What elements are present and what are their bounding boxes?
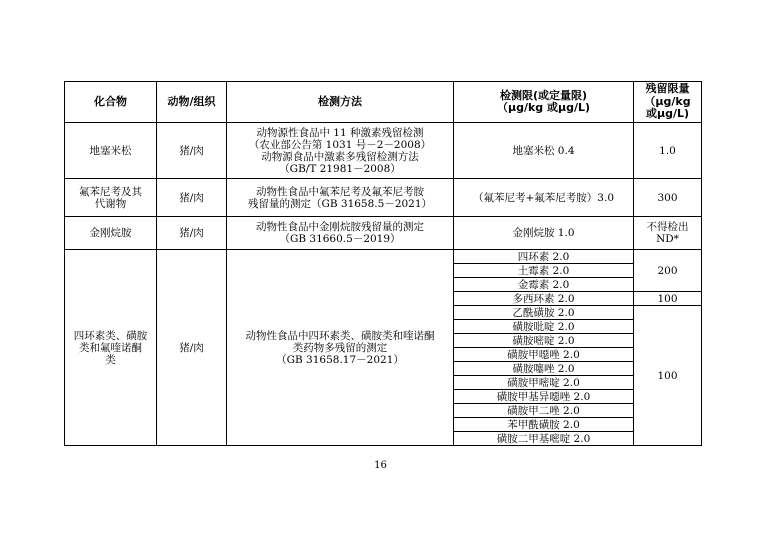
detection-limit-cell: 金刚烷胺 1.0 <box>454 217 634 250</box>
residue-limit-cell: 100 <box>634 306 702 446</box>
method-cell: 动物性食品中四环素类、磺胺类和喹诺酮 类药物多残留的测定 （GB 31658.17－2021） <box>227 250 454 446</box>
animal-cell: 猪/肉 <box>157 123 227 179</box>
residue-limit-cell: 不得检出 ND* <box>634 217 702 250</box>
animal-cell: 猪/肉 <box>157 217 227 250</box>
table-row <box>65 179 702 217</box>
detection-limit-cell: 乙酰磺胺 2.0 <box>454 306 634 320</box>
table-row <box>65 123 702 179</box>
residue-limit-cell: 200 <box>634 250 702 292</box>
detection-limit-cell: 土霉素 2.0 <box>454 264 634 278</box>
header-animal-tissue: 动物/组织 <box>157 82 227 123</box>
detection-limit-cell: 磺胺嘧啶 2.0 <box>454 334 634 348</box>
table-row <box>65 217 702 250</box>
detection-limit-cell: 磺胺噻唑 2.0 <box>454 362 634 376</box>
detection-limit-cell: 磺胺二甲基嘧啶 2.0 <box>454 432 634 446</box>
detection-limit-cell: 磺胺吡啶 2.0 <box>454 320 634 334</box>
table-row <box>65 250 702 264</box>
detection-limit-cell: 地塞米松 0.4 <box>454 123 634 179</box>
detection-limit-cell: 苯甲酰磺胺 2.0 <box>454 418 634 432</box>
residue-limit-cell: 100 <box>634 292 702 306</box>
animal-cell: 猪/肉 <box>157 250 227 446</box>
detection-limit-cell: 磺胺甲嘧啶 2.0 <box>454 376 634 390</box>
residue-limit-table <box>64 81 702 446</box>
compound-cell: 金刚烷胺 <box>65 217 157 250</box>
page-number: 16 <box>374 460 387 471</box>
residue-limit-cell: 1.0 <box>634 123 702 179</box>
compound-cell: 地塞米松 <box>65 123 157 179</box>
compound-cell: 四环素类、磺胺 类和氟喹诺酮 类 <box>65 250 157 446</box>
method-cell: 动物性食品中氟苯尼考及氟苯尼考胺 残留量的测定（GB 31658.5－2021） <box>227 179 454 217</box>
header-detection-limit: 检测限(或定量限) （μg/kg 或μg/L) <box>454 82 634 123</box>
detection-limit-cell: 金霉素 2.0 <box>454 278 634 292</box>
compound-cell: 氟苯尼考及其 代谢物 <box>65 179 157 217</box>
header-method: 检测方法 <box>227 82 454 123</box>
detection-limit-cell: （氟苯尼考+氟苯尼考胺）3.0 <box>454 179 634 217</box>
detection-limit-cell: 磺胺甲噁唑 2.0 <box>454 348 634 362</box>
method-cell: 动物性食品中金刚烷胺残留量的测定 （GB 31660.5－2019） <box>227 217 454 250</box>
detection-limit-cell: 磺胺甲基异噁唑 2.0 <box>454 390 634 404</box>
table-header-row <box>65 82 702 123</box>
method-cell: 动物源性食品中 11 种激素残留检测 （农业部公告第 1031 号－2－2008） 动物源食品中激素多残留检测方法 （GB/T 21981－2008） <box>227 123 454 179</box>
header-residue-limit: 残留限量 （μg/kg 或μg/L) <box>634 82 702 123</box>
detection-limit-cell: 磺胺甲二唑 2.0 <box>454 404 634 418</box>
residue-limit-cell: 300 <box>634 179 702 217</box>
header-compound: 化合物 <box>65 82 157 123</box>
detection-limit-cell: 多西环素 2.0 <box>454 292 634 306</box>
detection-limit-cell: 四环素 2.0 <box>454 250 634 264</box>
animal-cell: 猪/肉 <box>157 179 227 217</box>
